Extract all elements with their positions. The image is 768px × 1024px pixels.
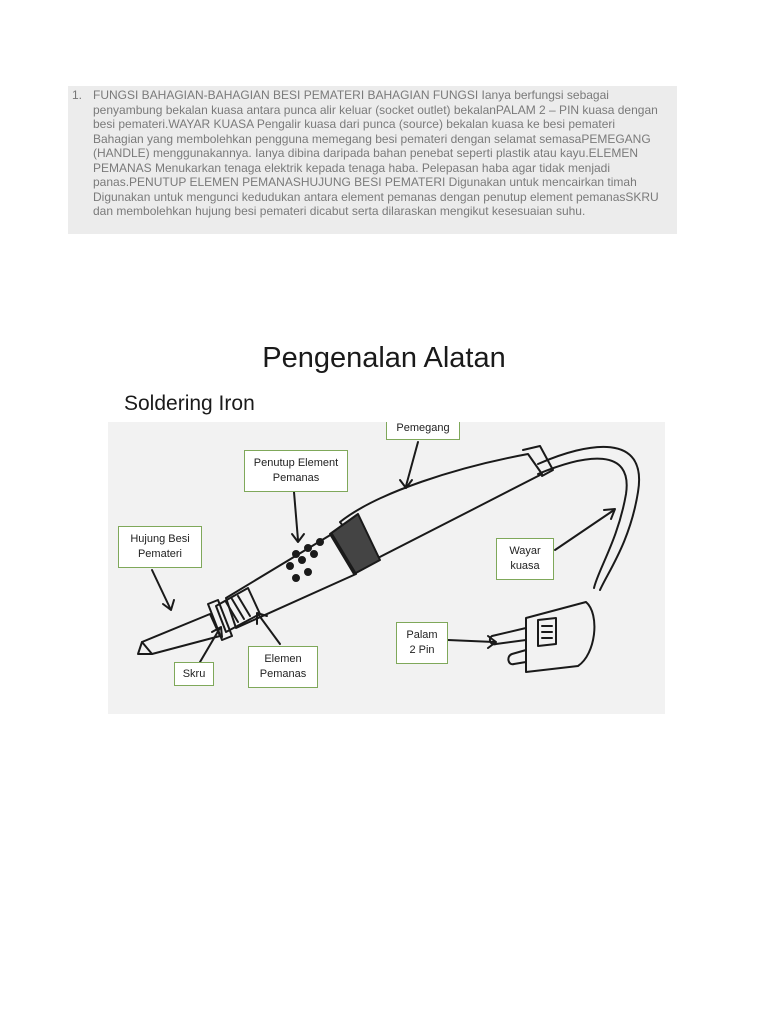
slide-title: Pengenalan Alatan xyxy=(262,342,506,374)
arrow-hujung xyxy=(152,570,170,608)
arrow-skru xyxy=(200,628,220,662)
label-palam-2-pin: Palam 2 Pin xyxy=(396,622,448,664)
list-number: 1. xyxy=(72,88,83,102)
element-cover xyxy=(226,534,356,628)
label-elemen-pemanas: Elemen Pemanas xyxy=(248,646,318,688)
arrow-palam xyxy=(448,640,494,642)
description-paragraph: FUNGSI BAHAGIAN-BAHAGIAN BESI PEMATERI BAHAGIAN FUNGSI Ianya berfungsi sebagai penyambung bekalan kuasa antara punca alir keluar (socket outlet) bekalanPALAM 2 – PIN kuasa dengan besi pemateri.WAYAR KUASA Pengalir kuasa dari punca (source) bekalan kuasa ke besi pemateri Bahagian yang membolehkan pengguna memegang besi pemateri dengan selamat semasaPEMEGANG (HANDLE) menggunakannya. Ianya dibina daripada bahan penebat seperti plastik atau kayu.ELEMEN PEMANAS Menukarkan tenaga elektrik kepada tenaga haba. Pelepasan haba agar tidak menjadi panas.PENUTUP ELEMEN PEMANASHUJUNG BESI PEMATERI Digunakan untuk mencairkan timah Digunakan untuk mengunci kedudukan antara element pemanas dengan penutup element pemanasSKRU dan membolehkan hujung besi pemateri dicabut serta dilaraskan mengikut kesesuaian suhu. xyxy=(93,88,659,218)
label-wayar-kuasa: Wayar kuasa xyxy=(496,538,554,580)
label-penutup-element-pemanas: Penutup Element Pemanas xyxy=(244,450,348,492)
arrow-penutup xyxy=(294,492,298,540)
arrow-elemen xyxy=(258,614,280,644)
description-text-block xyxy=(68,86,677,234)
soldering-iron-figure xyxy=(108,422,665,714)
plug-body xyxy=(526,602,594,672)
slide-image xyxy=(0,330,768,730)
label-hujung-besi-pemateri: Hujung Besi Pemateri xyxy=(118,526,202,568)
label-skru: Skru xyxy=(174,662,214,686)
label-pemegang: Pemegang xyxy=(386,422,460,440)
arrow-wayar xyxy=(555,510,614,550)
slide-subtitle: Soldering Iron xyxy=(124,392,255,415)
